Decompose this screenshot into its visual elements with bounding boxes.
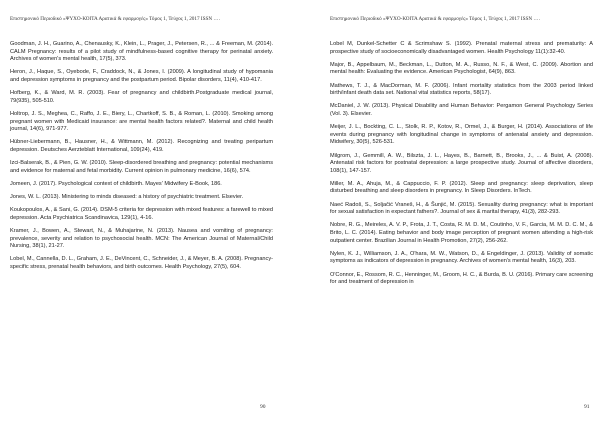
page-number: 90 — [260, 404, 266, 410]
running-header: Επιστημονικό Περιοδικό «ΨΥΧΟ-ΚΟΙΤΑ Αρατικά & εφαρμογές» Τόμος 1, Τεύχος 1, 2017 ISSN …. — [10, 16, 220, 22]
reference-entry: Koukopoulos, A., & Sani, G. (2014). DSM‐5 criteria for depression with mixed features: a farewell to mixed depression. Acta Psychiatrica Scandinavica, 129(1), 4-16. — [10, 207, 273, 221]
reference-entry: Hofberg, K., & Ward, M. R. (2003). Fear of pregnancy and childbirth.Postgraduate medical journal, 79(935), 505-510. — [10, 90, 273, 104]
reference-entry: Meijer, J. L., Bockting, C. L., Stolk, R. P., Kotov, R., Ormel, J., & Burger, H. (2014). Associations of life events during pregnancy with longitudinal change in symptoms of antenatal anxiety and depression. Midwifery, 30(5), 526-531. — [330, 124, 593, 146]
reference-list — [10, 41, 273, 277]
reference-entry: Nylen, K. J., Williamson, J. A., O'hara, M. W., Watson, D., & Engeldinger, J. (2013). Validity of somatic symptoms as indicators of depression in pregnancy. Archives of women's mental health, 16(3), 203. — [330, 250, 593, 265]
reference-entry: Lobel M, Dunkel-Schetter C & Scrimshaw S. (1992). Prenatal maternal stress and prematurity: A prospective study of socioeconomically disadvantaged women. Health Psychology 11(1):32-40. — [330, 41, 593, 55]
reference-entry: Miller, M. A., Ahuja, M., & Cappuccio, F. P. (2012). Sleep and pregnancy: sleep deprivation, sleep disturbed breathing and sleep disorders in pregnancy. In Sleep Disorders. InTech. — [330, 180, 593, 195]
reference-entry: Nobre, R. G., Meireles, A. V. P., Frota, J. T., Costa, R. M. D. M., Coutinho, V. F., Garcia, M. M. D. C. M., & Brito, L. C. (2014). Eating behavior and body image perception of pregnant women attending a high-risk outpatient center. Brazilian Journal in Health Promotion, 27(2), 256-262. — [330, 222, 593, 244]
reference-entry: Mathews, T. J., & MacDorman, M. F. (2006). Infant mortality statistics from the 2003 period linked birth/infant death data set. National vital statistics reports, 58(17). — [330, 82, 593, 97]
right-page — [300, 0, 600, 424]
reference-entry: Kramer, J., Bowen, A., Stewart, N., & Muhajarine, N. (2013). Nausea and vomiting of pregnancy: prevalence, severity and relation to psychosocial health. MCN: The American Journal of Maternal/Child Nursing, 38(1), 21-27. — [10, 228, 273, 250]
reference-entry: Holtrop, J. S., Meghea, C., Raffo, J. E., Biery, L., Chartkoff, S. B., & Roman, L. (2010). Smoking among pregnant women with Medicaid insurance: are mental health factors related?. Maternal and child health journal, 14(6), 971-977. — [10, 110, 273, 133]
reference-entry: McDaniel, J. W. (2013). Physical Disability and Human Behavior: Pergamon General Psychology Series (Vol. 3). Elsevier. — [330, 103, 593, 117]
reference-entry: Goodman, J. H., Guarino, A., Chenausky, K., Klein, L., Prager, J., Petersen, R., ... & Freeman, M. (2014). CALM Pregnancy: results of a pilot study of mindfulness-based cognitive therapy for perinatal anxiety. Archives of women's mental health, 17(5), 373. — [10, 41, 273, 63]
reference-entry: Heron, J., Haque, S., Oyebode, F., Craddock, N., & Jones, I. (2009). A longitudinal study of hypomania and depression symptoms in pregnancy and the postpartum period. Bipolar disorders, 11(4), 410-417. — [10, 69, 273, 83]
reference-entry: Milgrom, J., Gemmill, A. W., Bilszta, J. L., Hayes, B., Barnett, B., Brooks, J., ... & Buist, A. (2008). Antenatal risk factors for postnatal depression: a large prospective study. Journal of affective disorders, 108(1), 147-157. — [330, 152, 593, 174]
reference-entry: Jomeen, J. (2017). Psychological context of childbirth. Mayes' Midwifery E-Book, 186. — [10, 180, 222, 187]
page-number: 91 — [584, 404, 590, 410]
reference-list — [330, 41, 593, 292]
reference-entry: Hübner-Liebermann, B., Hausner, H., & Wittmann, M. (2012). Recognizing and treating peripartum depression. Deutsches Aerzteblatt International, 109(24), 419. — [10, 139, 273, 153]
reference-entry: Jones, W. L. (2013). Ministering to minds diseased: a history of psychiatric treatment. Elsevier. — [10, 194, 244, 201]
reference-entry: O'Connor, E., Rossom, R. C., Henninger, M., Groom, H. C., & Burda, B. U. (2016). Primary care screening for and treatment of depression in — [330, 271, 593, 286]
reference-entry: Naeć Radoš, S., Soljačić Vraneš, H., & Šunjić, M. (2015). Sexuality during pregnancy: what is important for sexual satisfaction in expectant fathers?. Journal of sex & marital therapy, 41(3), 282-293. — [330, 201, 593, 216]
reference-entry: Lobel, M., Cannella, D. L., Graham, J. E., DeVincent, C., Schneider, J., & Meyer, B. A. (2008). Pregnancy-specific stress, prenatal health behaviors, and birth outcomes. Health Psychology, 27(5), 604. — [10, 256, 273, 270]
reference-entry: Izci-Balserak, B., & Pien, G. W. (2010). Sleep-disordered breathing and pregnancy: potential mechanisms and evidence for maternal and fetal morbidity. Current opinion in pulmonary medicine, 16(6), 574. — [10, 160, 273, 174]
running-header: Επιστημονικό Περιοδικό «ΨΥΧΟ-ΚΟΙΤΑ Αρατικά & εφαρμογές» Τόμος 1, Τεύχος 1, 2017 ISSN …. — [330, 16, 540, 22]
reference-entry: Major, B., Appelbaum, M., Beckman, L., Dutton, M. A., Russo, N. F., & West, C. (2009). Abortion and mental health: Evaluating the evidence. American Psychologist, 64(9), 863. — [330, 61, 593, 76]
